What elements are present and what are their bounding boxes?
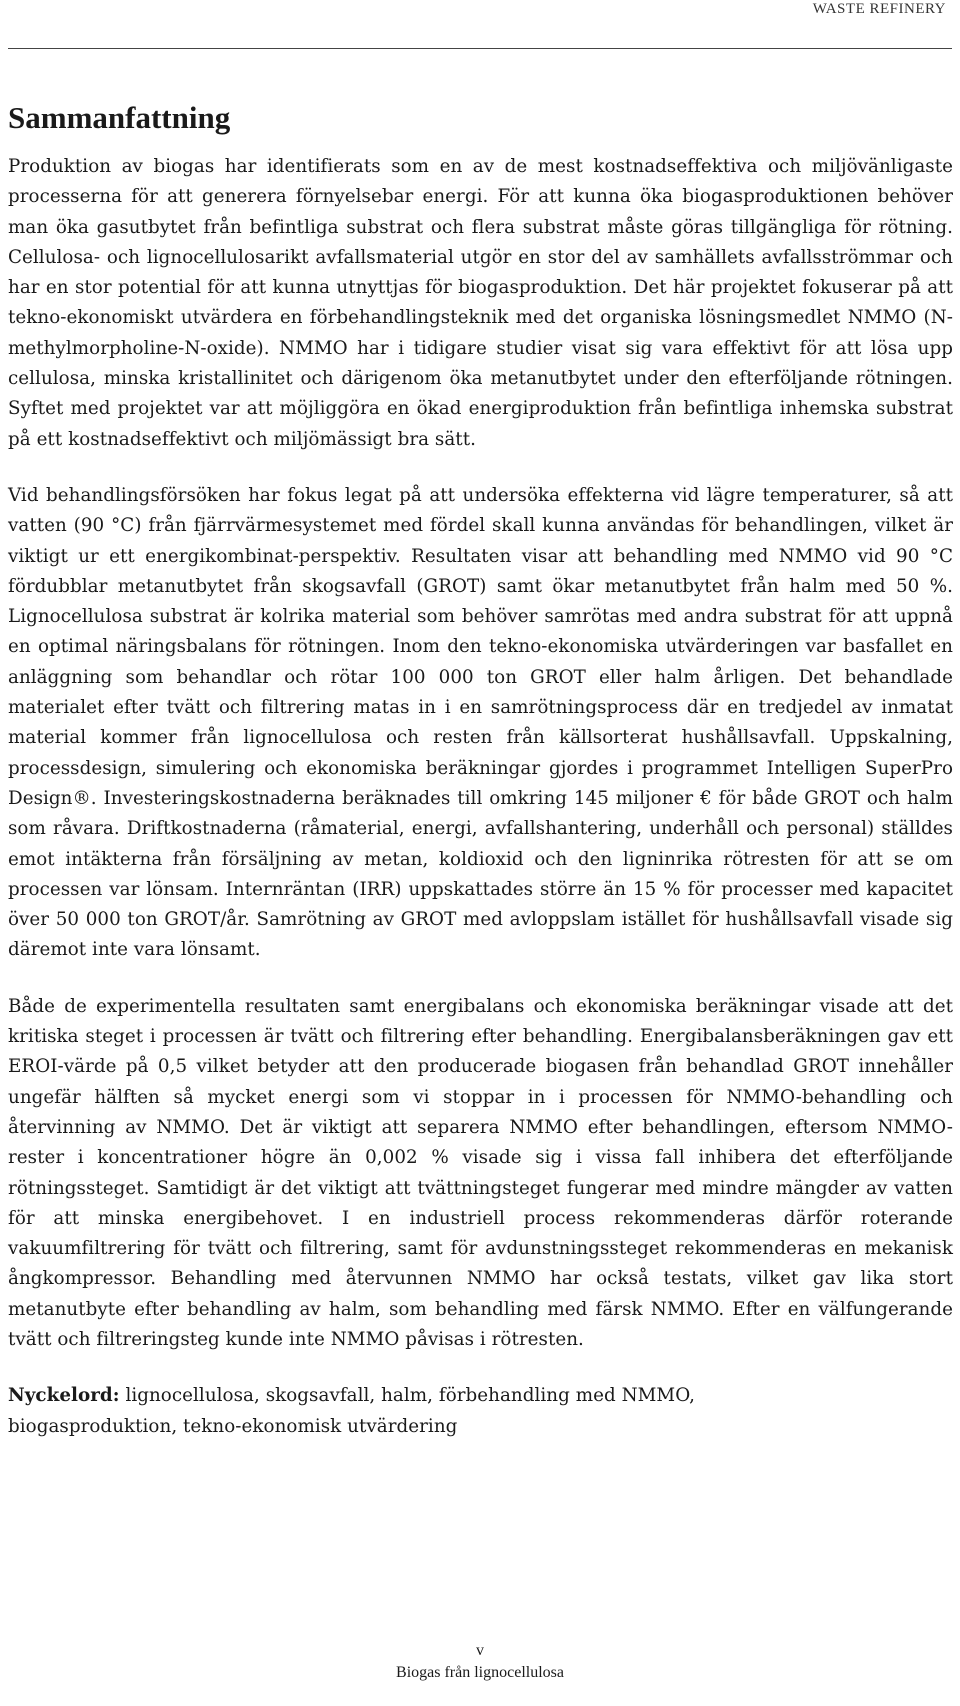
running-footer: Biogas från lignocellulosa xyxy=(396,1664,564,1681)
page-number: v xyxy=(476,1642,484,1659)
paragraph-conclusions: Både de experimentella resultaten samt energibalans och ekonomiska beräkningar visade att det kritiska steget i processen är tvätt och filtrering efter behandling. Energibalansberäkningen gav ett EROI-värde på 0,5 vilket betyder att den producerade biogasen från behandlad GROT innehåller ungefär hälften så mycket energi som vi stoppar in i processen för NMMO-behandling och återvinning av NMMO. Det är viktigt att separera NMMO efter behandlingen, eftersom NMMO-rester i koncentrationer högre än 0,002 % visade sig i vissa fall inhibera det efterföljande rötningssteget. Samtidigt är det viktigt att tvättningsteget fungerar med mindre mängder av vatten för att minska energibehovet. I en industriell process rekommenderas därför roterande vakuumfiltrering för tvätt och filtrering, samt för avdunstningssteget rekommenderas en mekanisk ångkompressor. Behandling med återvunnen NMMO har också testats, vilket gav lika stort metanutbyte efter behandling av halm, som behandling med färsk NMMO. Efter en välfungerande tvätt och filtreringsteg kunde inte NMMO påvisas i rötresten. xyxy=(8,995,953,1350)
keywords xyxy=(8,1381,788,1442)
page-footer xyxy=(0,1640,960,1684)
page-header xyxy=(8,0,952,49)
section-title: Sammanfattning xyxy=(8,100,231,135)
page-content xyxy=(8,100,953,1468)
paragraph-results: Vid behandlingsförsöken har fokus legat på att undersöka effekterna vid lägre temperaturer, så att vatten (90 °C) från fjärrvärmesystemet med fördel skall kunna användas för behandlingen, vilket är viktigt ur ett energikombinat-perspektiv. Resultaten visar att behandling med NMMO vid 90 °C fördubblar metanutbytet från skogsavfall (GROT) samt ökar metanutbytet från halm med 50 %. Lignocellulosa substrat är kolrika material som behöver samrötas med andra substrat för att uppnå en optimal näringsbalans för rötningen. Inom den tekno-ekonomiska utvärderingen var basfallet en anläggning som behandlar och rötar 100 000 ton GROT eller halm årligen. Det behandlade materialet efter tvätt och filtrering matas in i en samrötningsprocess där en tredjedel av inmatat material kommer från lignocellulosa och resten från källsorterat hushållsavfall. Uppskalning, processdesign, simulering och ekonomiska beräkningar gjordes i programmet Intelligen SuperPro Design®. Investeringskostnaderna beräknades till omkring 145 miljoner € för både GROT och halm som råvara. Driftkostnaderna (råmaterial, energi, avfallshantering, underhåll och personal) ställdes emot intäkterna från försäljning av metan, koldioxid och den ligninrika rötresten för att se om processen var lönsam. Internräntan (IRR) uppskattades större än 15 % för processer med kapacitet över 50 000 ton GROT/år. Samrötning av GROT med avloppslam istället för hushållsavfall visade sig däremot inte vara lönsamt. xyxy=(8,484,953,961)
running-title: WASTE REFINERY xyxy=(812,1,946,17)
paragraph-intro: Produktion av biogas har identifierats som en av de mest kostnadseffektiva och miljövänligaste processerna för att generera förnyelsebar energi. För att kunna öka biogasproduktionen behöver man öka gasutbytet från befintliga substrat och flera substrat måste göras tillgängliga för rötning. Cellulosa- och lignocellulosarikt avfallsmaterial utgör en stor del av samhällets avfallsströmmar och har en stor potential för att kunna utnyttjas för biogasproduktion. Det här projektet fokuserar på att tekno-ekonomiskt utvärdera en förbehandlingsteknik med det organiska lösningsmedlet NMMO (N-methylmorpholine-N-oxide). NMMO har i tidigare studier visat sig vara effektivt för att lösa upp cellulosa, minska kristallinitet och därigenom öka metanutbytet under den efterföljande rötningen. Syftet med projektet var att möjliggöra en ökad energiproduktion från befintliga inhemska substrat på ett kostnadseffektivt och miljömässigt bra sätt. xyxy=(8,156,953,450)
keywords-label: Nyckelord: xyxy=(8,1385,120,1407)
keywords-text: lignocellulosa, skogsavfall, halm, förbehandling med NMMO, biogasproduktion, tekno-ekonomisk utvärdering xyxy=(8,1385,696,1437)
